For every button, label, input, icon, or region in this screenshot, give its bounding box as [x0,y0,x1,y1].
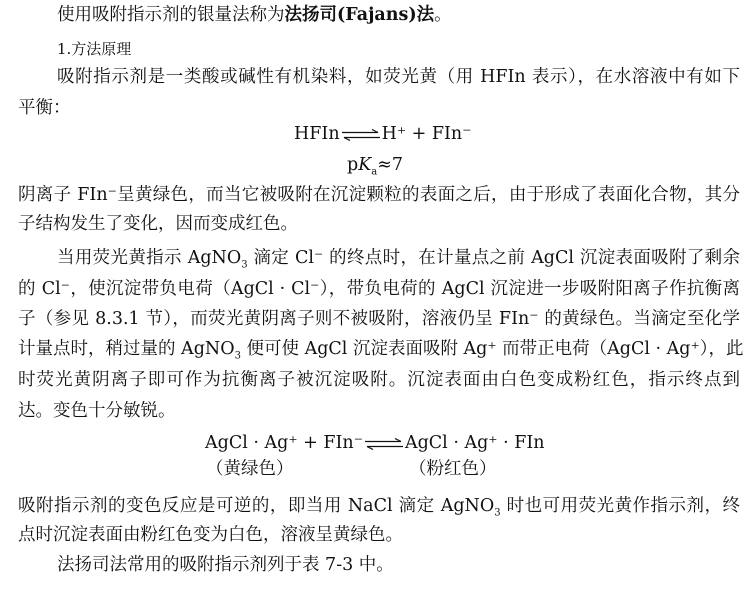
para3-line1 [57,248,740,271]
para4-line2: 点时沉淀表面由粉红色变为白色，溶液呈黄绿色。 [18,525,403,545]
pka-p: p [347,155,359,175]
para3-line6: 达。变色十分敏锐。 [18,401,176,421]
equation-1 [294,124,471,144]
para3-line4 [18,339,744,362]
eq1-products: H⁺ + FIn⁻ [381,124,472,144]
eq2-right: AgCl · Ag⁺ · FIn [404,433,545,453]
intro-line [57,5,452,25]
eq2-left: AgCl · Ag⁺ + FIn⁻ [205,433,363,453]
para4-line1-b: 时也可用荧光黄作指示剂，终 [500,496,741,516]
intro-end: 。 [434,5,452,25]
para3-line3: 子（参见 8.3.1 节），而荧光黄阴离子则不被吸附，溶液仍呈 FIn⁻ 的黄绿色。当滴定至化学 [18,309,740,329]
equilibrium-arrow-icon [364,438,404,450]
label-yellow-green: （黄绿色） [206,459,294,479]
para2-line1: 阴离子 FIn⁻呈黄绿色，而当它被吸附在沉淀颗粒的表面之后，由于形成了表面化合物，其分 [18,185,740,205]
pka-line [347,155,404,178]
para3-line4-b: 便可使 AgCl 沉淀表面吸附 Ag⁺ 而带正电荷（AgCl · Ag⁺），此 [240,339,744,359]
para2-line2: 子结构发生了变化，因而变成红色。 [18,214,298,234]
equilibrium-arrow-icon [341,129,381,141]
para1-line1: 吸附指示剂是一类酸或碱性有机染料，如荧光黄（用 HFIn 表示），在水溶液中有如下 [57,67,740,87]
label-pink: （粉红色） [409,459,497,479]
pka-sub: a [371,166,378,178]
para3-line2: 的 Cl⁻，使沉淀带负电荷（AgCl · Cl⁻），带负电荷的 AgCl 沉淀进一步吸附阳离子作抗衡离 [18,279,740,299]
para3-line4-sub: 3 [234,350,241,362]
pka-value: ≈7 [377,155,404,175]
para4-line1 [18,496,741,519]
method-name: 法扬司(Fajans)法 [284,5,435,25]
para3-line1-a: 当用荧光黄指示 AgNO [57,248,242,268]
eq1-left: HFIn [294,124,340,144]
para4-line1-sub: 3 [494,507,501,519]
intro-text: 使用吸附指示剂的银量法称为 [57,5,285,25]
para3-line1-sub: 3 [241,259,248,271]
para5-line1: 法扬司法常用的吸附指示剂列于表 7-3 中。 [57,555,394,575]
para3-line1-b: 滴定 Cl⁻ 的终点时，在计量点之前 AgCl 沉淀表面吸附了剩余 [247,248,740,268]
para3-line5: 时荧光黄阴离子即可作为抗衡离子被沉淀吸附。沉淀表面由白色变成粉红色，指示终点到 [18,370,740,390]
para1-line2: 平衡： [18,98,71,118]
pka-k: K [358,155,372,175]
equation-2 [205,433,545,453]
section-heading: 1.方法原理 [57,40,132,58]
para4-line1-a: 吸附指示剂的变色反应是可逆的，即当用 NaCl 滴定 AgNO [18,496,495,516]
para3-line4-a: 计量点时，稍过量的 AgNO [18,339,235,359]
